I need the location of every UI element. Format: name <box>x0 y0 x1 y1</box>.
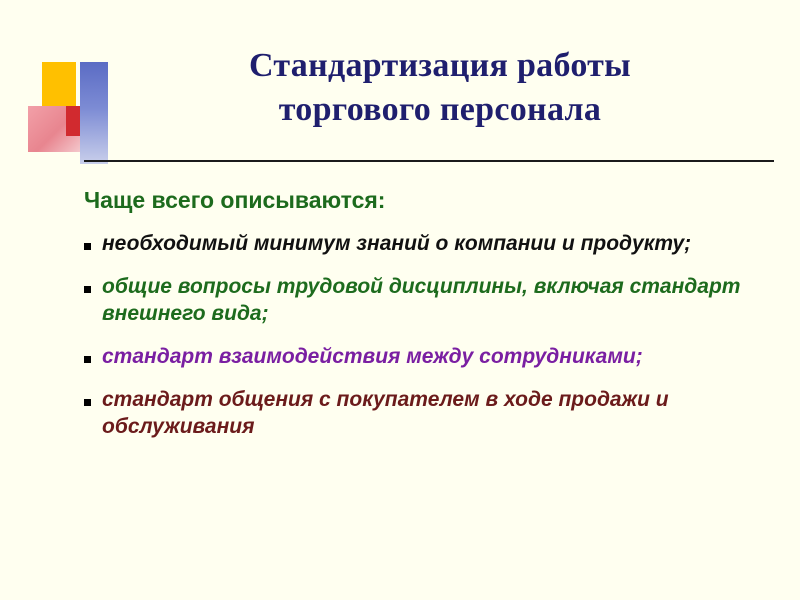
bullet-square-icon <box>84 399 91 406</box>
list-item <box>84 386 774 440</box>
list-item <box>84 230 774 257</box>
title-line-2: торгового персонала <box>278 91 602 128</box>
title-divider <box>84 160 774 162</box>
list-item-text: общие вопросы трудовой дисциплины, включая стандарт внешнего вида; <box>102 275 741 325</box>
blue-bar-icon <box>80 62 108 164</box>
list-item <box>84 273 774 327</box>
list-item-text: стандарт общения с покупателем в ходе продажи и обслуживания <box>102 388 669 438</box>
list-item-text: стандарт взаимодействия между сотрудниками; <box>102 345 643 368</box>
bullet-square-icon <box>84 356 91 363</box>
title-line-1: Стандартизация работы <box>248 47 632 84</box>
bullet-square-icon <box>84 243 91 250</box>
slide-body <box>84 186 774 456</box>
bullet-square-icon <box>84 286 91 293</box>
list-item-text: необходимый минимум знаний о компании и продукту; <box>102 232 692 255</box>
bullet-list <box>84 230 774 440</box>
yellow-square-icon <box>42 62 76 108</box>
slide-title <box>120 44 760 132</box>
list-item <box>84 343 774 370</box>
lead-text: Чаще всего описываются: <box>84 187 386 213</box>
